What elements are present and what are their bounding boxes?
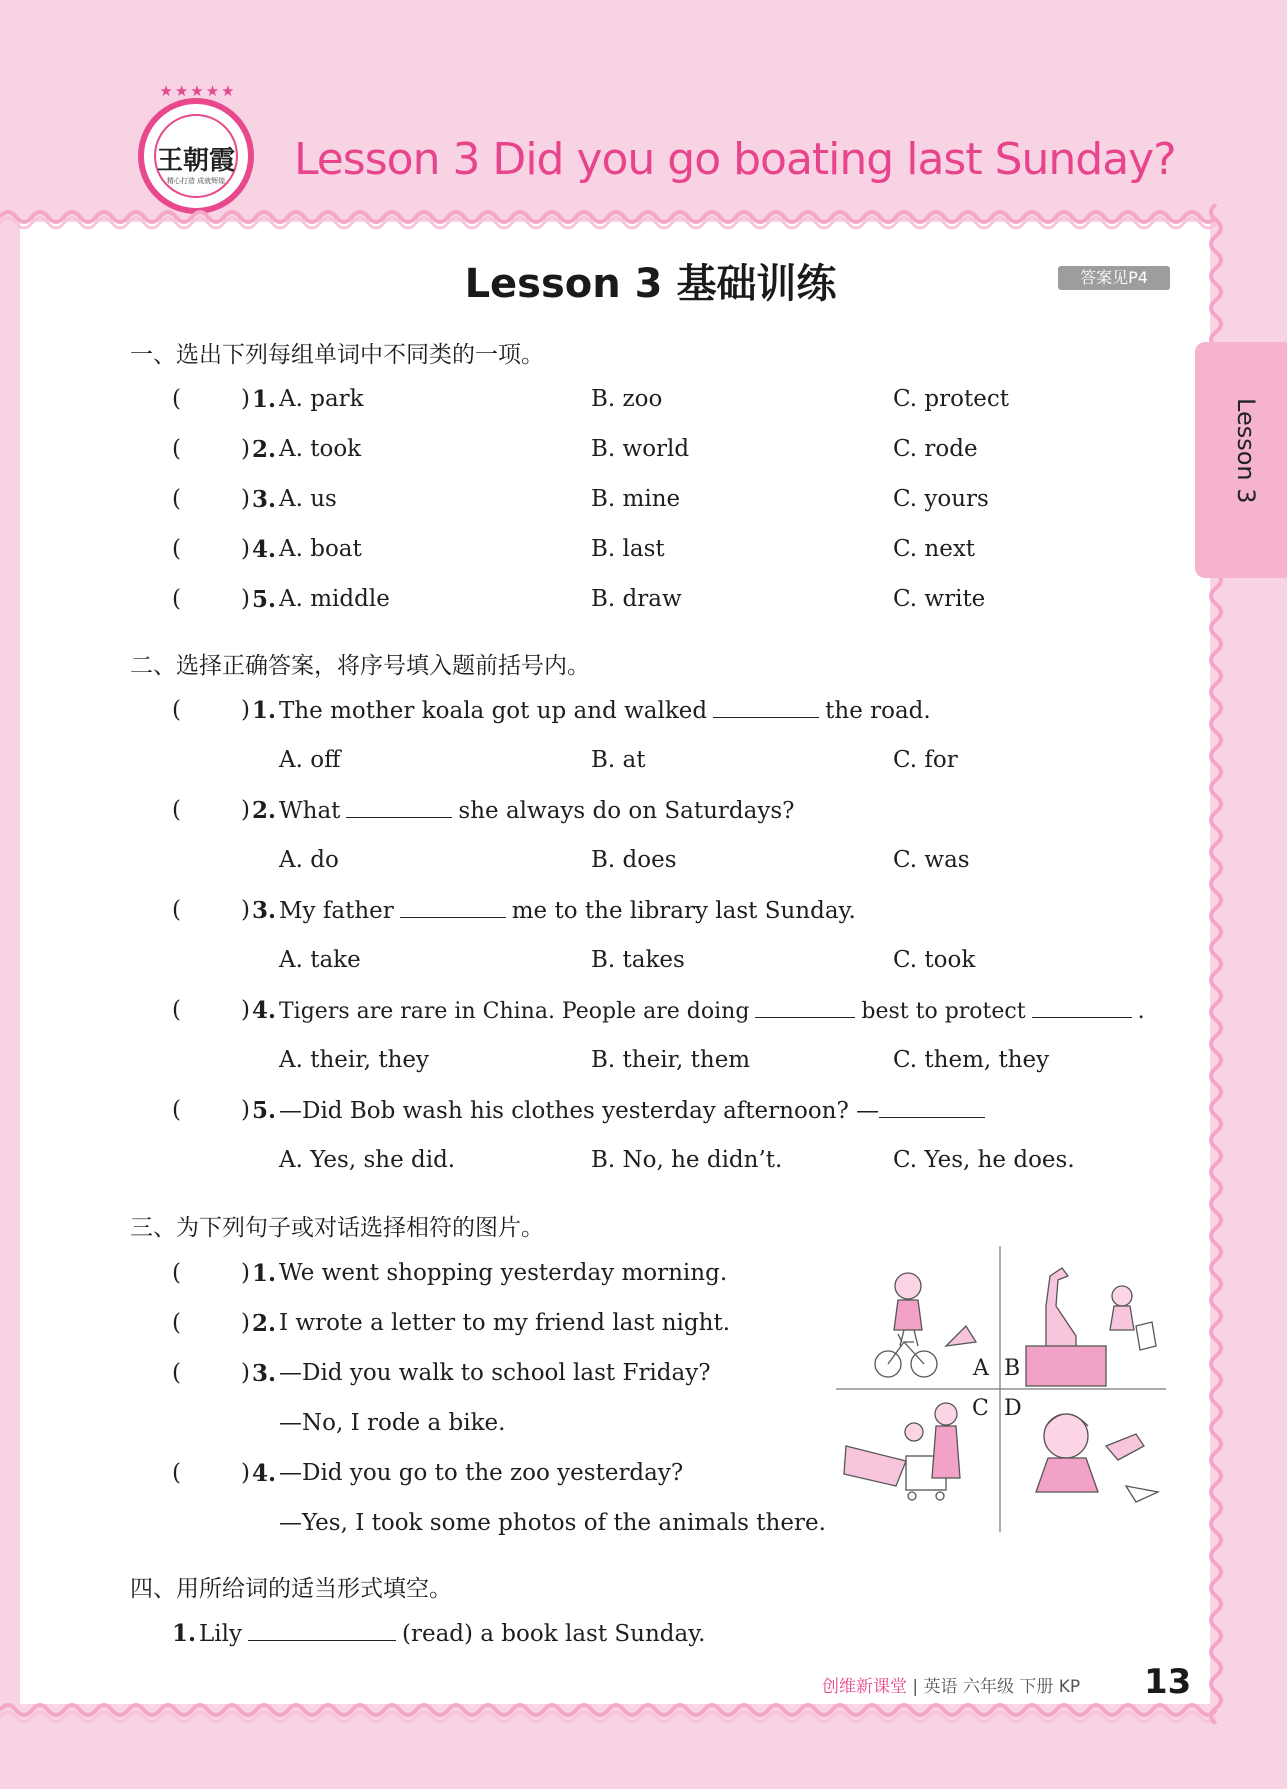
answer-blank[interactable] bbox=[879, 1097, 985, 1118]
answer-paren-close: ) bbox=[241, 436, 250, 462]
option-c: C. yours bbox=[893, 486, 989, 512]
lesson-title: Lesson 3 Did you go boating last Sunday? bbox=[294, 134, 1176, 185]
answer-paren-open: ( bbox=[172, 1097, 181, 1123]
answer-paren-close: ) bbox=[241, 1310, 250, 1336]
question-number: 5. bbox=[252, 1097, 277, 1124]
answer-blank[interactable] bbox=[755, 997, 855, 1018]
option-b: B. draw bbox=[591, 586, 682, 612]
option-b: B. at bbox=[591, 747, 646, 773]
answer-paren-open: ( bbox=[172, 486, 181, 512]
option-c: C. rode bbox=[893, 436, 978, 462]
logo-stars: ★★★★★ bbox=[159, 82, 237, 100]
question-number: 1. bbox=[172, 1620, 197, 1647]
answer-blank[interactable] bbox=[713, 697, 819, 718]
answer-paren-close: ) bbox=[241, 586, 250, 612]
text-after: . bbox=[1137, 999, 1145, 1024]
answer-blank[interactable] bbox=[1032, 997, 1132, 1018]
picture-label-b: B bbox=[1004, 1356, 1021, 1381]
question-text-line2: —No, I rode a bike. bbox=[279, 1410, 506, 1436]
answer-paren-close: ) bbox=[241, 386, 250, 412]
option-c: C. Yes, he does. bbox=[893, 1147, 1075, 1173]
section-4-title: 四、用所给词的适当形式填空。 bbox=[130, 1576, 452, 1602]
answer-paren-close: ) bbox=[241, 797, 250, 823]
option-c: C. protect bbox=[893, 386, 1009, 412]
footer-series bbox=[822, 1672, 1080, 1697]
logo-tagline: 精心打造 成就辉煌 bbox=[166, 177, 226, 185]
question-text bbox=[279, 697, 931, 724]
question-text bbox=[279, 1097, 991, 1124]
answer-paren-open: ( bbox=[172, 1310, 181, 1336]
text-after: me to the library last Sunday. bbox=[511, 898, 856, 924]
option-b: B. No, he didn’t. bbox=[591, 1147, 783, 1173]
answer-paren-open: ( bbox=[172, 436, 181, 462]
option-a: A. boat bbox=[279, 536, 362, 562]
question-number: 3. bbox=[252, 897, 277, 924]
option-b: B. world bbox=[591, 436, 690, 462]
option-a: A. their, they bbox=[279, 1047, 430, 1073]
answer-blank[interactable] bbox=[346, 797, 452, 818]
option-c: C. write bbox=[893, 586, 986, 612]
option-b: B. zoo bbox=[591, 386, 663, 412]
answer-paren-open: ( bbox=[172, 697, 181, 723]
option-a: A. took bbox=[279, 436, 362, 462]
answer-paren-close: ) bbox=[241, 897, 250, 923]
option-a: A. take bbox=[279, 947, 361, 973]
logo-text: 王朝霞 bbox=[156, 146, 235, 176]
answer-paren-open: ( bbox=[172, 997, 181, 1023]
publisher-logo bbox=[138, 82, 254, 214]
picture-label-c: C bbox=[972, 1396, 989, 1421]
text-before: What bbox=[279, 798, 341, 824]
option-a: A. off bbox=[279, 747, 341, 773]
answer-paren-close: ) bbox=[241, 1360, 250, 1386]
question-number: 4. bbox=[252, 997, 277, 1024]
page-heading: Lesson 3 基础训练 bbox=[464, 261, 837, 307]
option-a: A. middle bbox=[279, 586, 390, 612]
answer-paren-close: ) bbox=[241, 486, 250, 512]
option-b: B. does bbox=[591, 847, 677, 873]
picture-d-girl-writing bbox=[1036, 1414, 1158, 1502]
answer-paren-close: ) bbox=[241, 697, 250, 723]
option-a: A. Yes, she did. bbox=[279, 1147, 456, 1173]
answer-paren-open: ( bbox=[172, 797, 181, 823]
question-number: 2. bbox=[252, 797, 277, 824]
question-number: 1. bbox=[252, 386, 277, 413]
picture-label-a: A bbox=[973, 1356, 989, 1381]
answer-paren-close: ) bbox=[241, 1460, 250, 1486]
option-a: A. do bbox=[279, 847, 339, 873]
answer-paren-close: ) bbox=[241, 536, 250, 562]
option-b: B. mine bbox=[591, 486, 681, 512]
text-before: My father bbox=[279, 898, 394, 924]
section-1-title: 一、选出下列每组单词中不同类的一项。 bbox=[130, 342, 544, 368]
text-before: —Did Bob wash his clothes yesterday afternoon? — bbox=[279, 1098, 880, 1124]
footer-brand: 创维新课堂 bbox=[822, 1677, 907, 1697]
option-b: B. last bbox=[591, 536, 665, 562]
answer-paren-close: ) bbox=[241, 1260, 250, 1286]
answer-paren-open: ( bbox=[172, 1360, 181, 1386]
text-before: Tigers are rare in China. People are doing bbox=[279, 999, 750, 1024]
answer-paren-open: ( bbox=[172, 386, 181, 412]
question-number: 1. bbox=[252, 697, 277, 724]
text-after: (read) a book last Sunday. bbox=[401, 1621, 706, 1647]
text-after: the road. bbox=[825, 698, 931, 724]
section-2-title: 二、选择正确答案，将序号填入题前括号内。 bbox=[130, 653, 590, 679]
question-text: We went shopping yesterday morning. bbox=[279, 1260, 728, 1286]
answer-paren-open: ( bbox=[172, 1260, 181, 1286]
question-text bbox=[279, 997, 1145, 1024]
question-number: 1. bbox=[252, 1260, 277, 1287]
option-a: A. us bbox=[279, 486, 337, 512]
wavy-border-bottom bbox=[0, 1700, 1287, 1726]
page-number: 13 bbox=[1144, 1662, 1192, 1702]
picture-grid bbox=[836, 1246, 1166, 1532]
question-text bbox=[279, 897, 856, 924]
answer-blank[interactable] bbox=[400, 897, 506, 918]
answer-paren-open: ( bbox=[172, 536, 181, 562]
text-before: Lily bbox=[199, 1621, 242, 1647]
answer-paren-close: ) bbox=[241, 997, 250, 1023]
picture-label-d: D bbox=[1004, 1396, 1022, 1421]
text-before: The mother koala got up and walked bbox=[279, 698, 708, 724]
section-3-title: 三、为下列句子或对话选择相符的图片。 bbox=[130, 1215, 544, 1241]
text-after: she always do on Saturdays? bbox=[458, 798, 795, 824]
option-a: A. park bbox=[279, 386, 364, 412]
answer-paren-open: ( bbox=[172, 1460, 181, 1486]
answer-paren-close: ) bbox=[241, 1097, 250, 1123]
option-c: C. next bbox=[893, 536, 976, 562]
question-text: —Did you walk to school last Friday? bbox=[279, 1360, 711, 1386]
option-c: C. took bbox=[893, 947, 976, 973]
option-c: C. was bbox=[893, 847, 970, 873]
option-c: C. them, they bbox=[893, 1047, 1050, 1073]
question-number: 4. bbox=[252, 1460, 277, 1487]
question-text: —Did you go to the zoo yesterday? bbox=[279, 1460, 684, 1486]
question-text bbox=[279, 797, 794, 824]
question-number: 5. bbox=[252, 586, 277, 613]
question-number: 4. bbox=[252, 536, 277, 563]
question-number: 3. bbox=[252, 486, 277, 513]
option-b: B. takes bbox=[591, 947, 685, 973]
option-c: C. for bbox=[893, 747, 958, 773]
option-b: B. their, them bbox=[591, 1047, 751, 1073]
answer-blank[interactable] bbox=[248, 1620, 396, 1641]
question-text-line2: —Yes, I took some photos of the animals there. bbox=[279, 1510, 826, 1536]
picture-c-shopping-cart bbox=[844, 1403, 960, 1500]
wavy-border-top bbox=[0, 204, 1287, 230]
picture-a-girl-riding-bike bbox=[875, 1273, 976, 1377]
answer-badge: 答案见P4 bbox=[1058, 266, 1170, 290]
question-number: 2. bbox=[252, 436, 277, 463]
text-mid: best to protect bbox=[861, 999, 1026, 1024]
picture-b-zoo-giraffe bbox=[1026, 1268, 1156, 1386]
answer-paren-open: ( bbox=[172, 897, 181, 923]
question-number: 3. bbox=[252, 1360, 277, 1387]
answer-paren-open: ( bbox=[172, 586, 181, 612]
side-tab-label: Lesson 3 bbox=[1232, 398, 1260, 504]
question-text: I wrote a letter to my friend last night. bbox=[279, 1310, 731, 1336]
question-text bbox=[199, 1620, 705, 1647]
question-number: 2. bbox=[252, 1310, 277, 1337]
footer-book-info: | 英语 六年级 下册 KP bbox=[912, 1677, 1081, 1697]
